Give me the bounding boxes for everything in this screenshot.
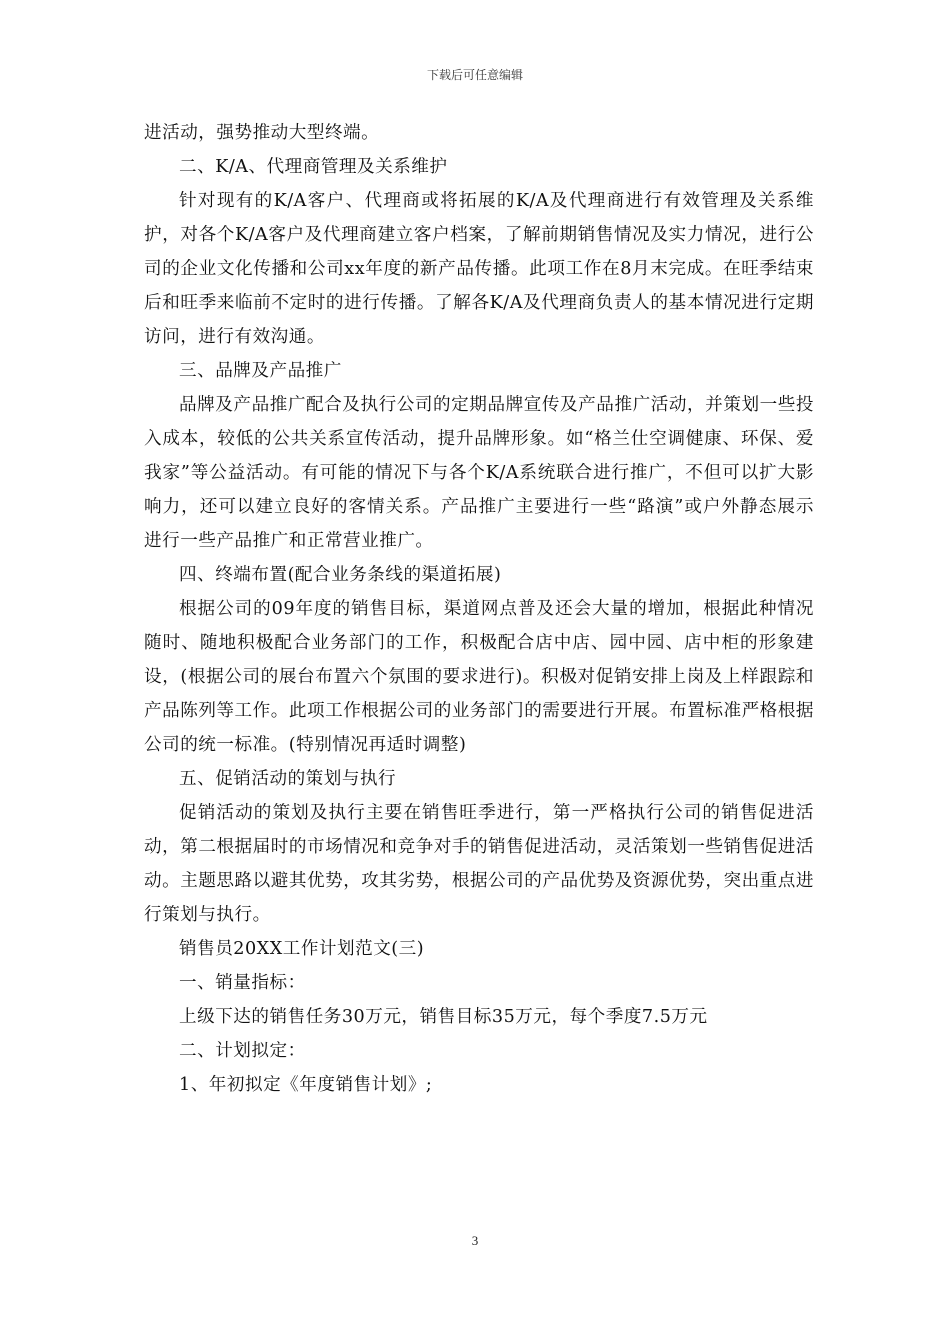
section-heading: 五、促销活动的策划与执行 [179, 769, 397, 789]
paragraph: 促销活动的策划及执行主要在销售旺季进行，第一严格执行公司的销售促进活动，第二根据届时的市场情况和竞争对手的销售促进活动，灵活策划一些销售促进活动。主题思路以避其优势，攻其劣势，根据公司的产品优势及资源优势，突出重点进行策划与执行。 [144, 803, 814, 925]
document-subtitle: 销售员20XX工作计划范文(三) [179, 939, 425, 959]
page-header: 下载后可任意编辑 [426, 68, 523, 82]
section-heading: 四、终端布置(配合业务条线的渠道拓展) [179, 565, 502, 585]
page-number: 3 [471, 1233, 479, 1248]
list-item: 1、年初拟定《年度销售计划》; [179, 1075, 433, 1095]
paragraph: 根据公司的09年度的销售目标，渠道网点普及还会大量的增加，根据此种情况随时、随地积极配合业务部门的工作，积极配合店中店、园中园、店中柜的形象建设，(根据公司的展台布置六个氛围的要求进行)。积极对促销安排上岗及上样跟踪和产品陈列等工作。此项工作根据公司的业务部门的需要进行开展。布置标准严格根据公司的统一标准。(特别情况再适时调整) [144, 599, 814, 755]
section-heading: 一、销量指标： [179, 973, 306, 993]
paragraph: 品牌及产品推广配合及执行公司的定期品牌宣传及产品推广活动，并策划一些投入成本，较低的公共关系宣传活动，提升品牌形象。如“格兰仕空调健康、环保、爱我家”等公益活动。有可能的情况下与各个K/A系统联合进行推广，不但可以扩大影响力，还可以建立良好的客情关系。产品推广主要进行一些“路演”或户外静态展示进行一些产品推广和正常营业推广。 [144, 395, 814, 551]
paragraph: 进活动，强势推动大型终端。 [144, 123, 380, 143]
section-heading: 二、计划拟定： [179, 1041, 306, 1061]
document-body [144, 116, 814, 1102]
paragraph: 上级下达的销售任务30万元，销售目标35万元，每个季度7.5万元 [179, 1007, 708, 1027]
paragraph: 针对现有的K/A客户、代理商或将拓展的K/A及代理商进行有效管理及关系维护，对各个K/A客户及代理商建立客户档案，了解前期销售情况及实力情况，进行公司的企业文化传播和公司xx年度的新产品传播。此项工作在8月末完成。在旺季结束后和旺季来临前不定时的进行传播。了解各K/A及代理商负责人的基本情况进行定期访问，进行有效沟通。 [144, 191, 814, 347]
section-heading: 二、K/A、代理商管理及关系维护 [179, 157, 448, 177]
section-heading: 三、品牌及产品推广 [179, 361, 342, 381]
